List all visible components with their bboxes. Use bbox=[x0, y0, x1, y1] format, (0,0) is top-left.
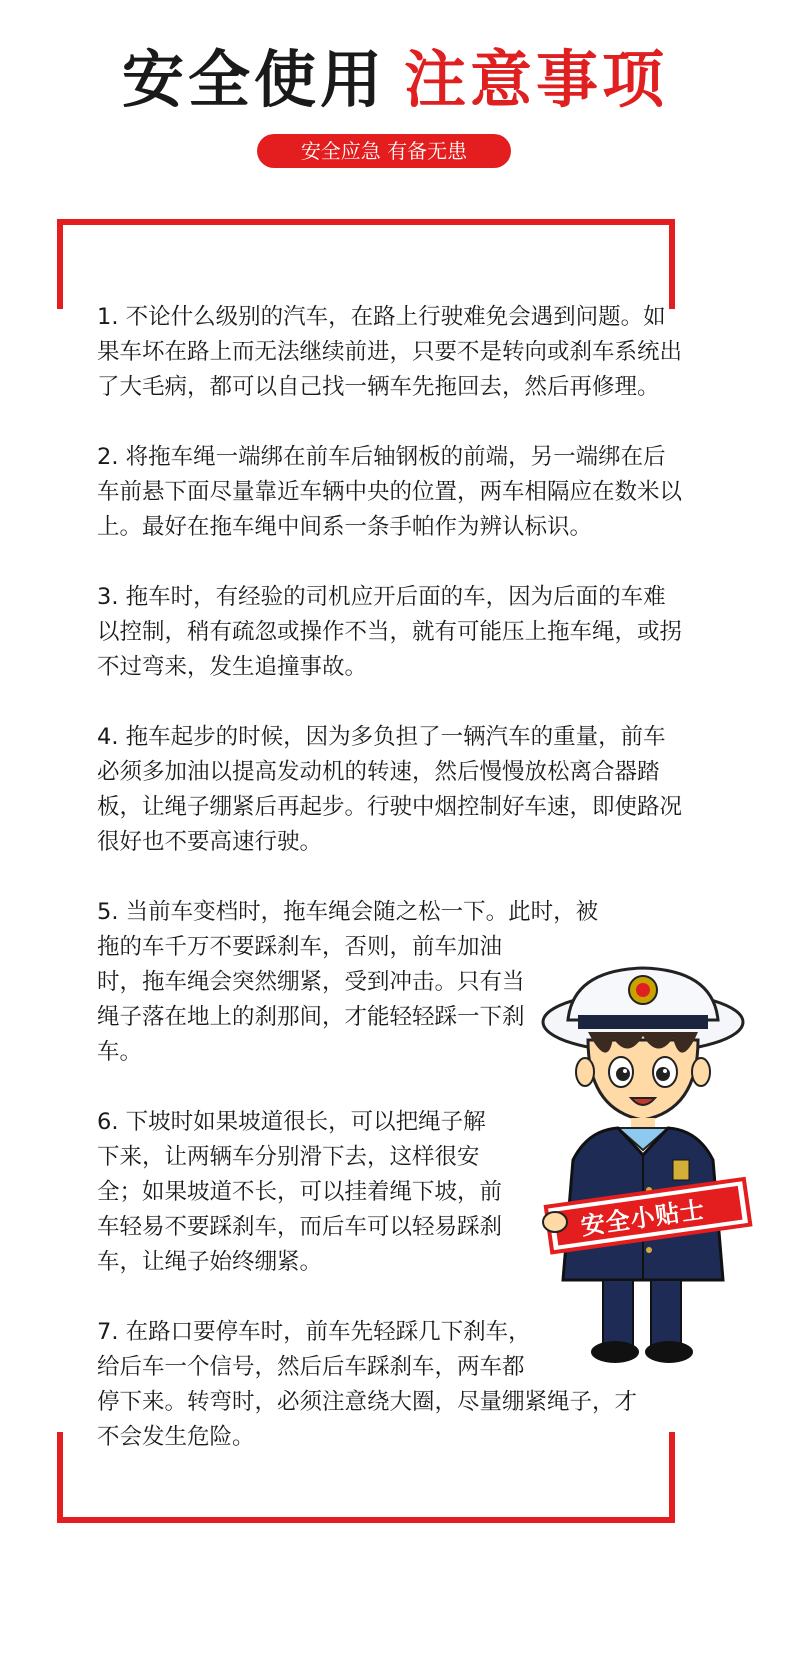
title-part-dark: 安全使用 bbox=[121, 43, 386, 116]
police-officer-icon bbox=[533, 960, 753, 1380]
tip-item-7-line-2: 给后车一个信号，然后后车踩刹车，两车都 bbox=[97, 1354, 525, 1380]
subtitle-pill: 安全应急 有备无患 bbox=[257, 134, 511, 168]
tip-item-2: 2. 将拖车绳一端绑在前车后轴钢板的前端，另一端绑在后车前悬下面尽量靠近车辆中央的位置，两车相隔应在数米以上。最好在拖车绳中间系一条手帕作为辨认标识。 bbox=[97, 444, 683, 540]
safety-tips-badge: 安全小贴士 bbox=[579, 1195, 707, 1241]
tip-item-5-first-line: 5. 当前车变档时，拖车绳会随之松一下。此时，被 bbox=[97, 899, 599, 925]
tip-item-7-line-1: 7. 在路口要停车时，前车先轻踩几下刹车， bbox=[97, 1319, 531, 1345]
frame-top-line bbox=[57, 219, 675, 225]
tip-item-6: 6. 下坡时如果坡道很长，可以把绳子解下来，让两辆车分别滑下去，这样很安全；如果坡道不长，可以挂着绳下坡，前车轻易不要踩刹车，而后车可以轻易踩刹车，让绳子始终绷紧。 bbox=[97, 1109, 503, 1275]
tip-item-7-rest: 停下来。转弯时，必须注意绕大圈，尽量绷紧绳子，才不会发生危险。 bbox=[97, 1389, 638, 1450]
frame-left-top-line bbox=[57, 219, 63, 309]
tip-item-1: 1. 不论什么级别的汽车，在路上行驶难免会遇到问题。如果车坏在路上而无法继续前进，只要不是转向或刹车系统出了大毛病，都可以自己找一辆车先拖回去，然后再修理。 bbox=[97, 304, 683, 400]
title-part-red: 注意事项 bbox=[404, 43, 669, 116]
tip-item-5-rest: 拖的车千万不要踩刹车，否则，前车加油时，拖车绳会突然绷紧，受到冲击。只有当绳子落在地上的刹那间，才能轻轻踩一下刹车。 bbox=[97, 934, 525, 1065]
tip-item-4: 4. 拖车起步的时候，因为多负担了一辆汽车的重量，前车必须多加油以提高发动机的转速，然后慢慢放松离合器踏板，让绳子绷紧后再起步。行驶中烟控制好车速，即使路况很好也不要高速行驶。 bbox=[97, 724, 683, 855]
tip-item-3: 3. 拖车时，有经验的司机应开后面的车，因为后面的车难以控制，稍有疏忽或操作不当，就有可能压上拖车绳，或拐不过弯来，发生追撞事故。 bbox=[97, 584, 683, 680]
page-title bbox=[0, 40, 790, 120]
frame-right-top-line bbox=[669, 219, 675, 309]
frame-bottom-line bbox=[57, 1517, 675, 1523]
frame-left-bottom-line bbox=[57, 1432, 63, 1523]
